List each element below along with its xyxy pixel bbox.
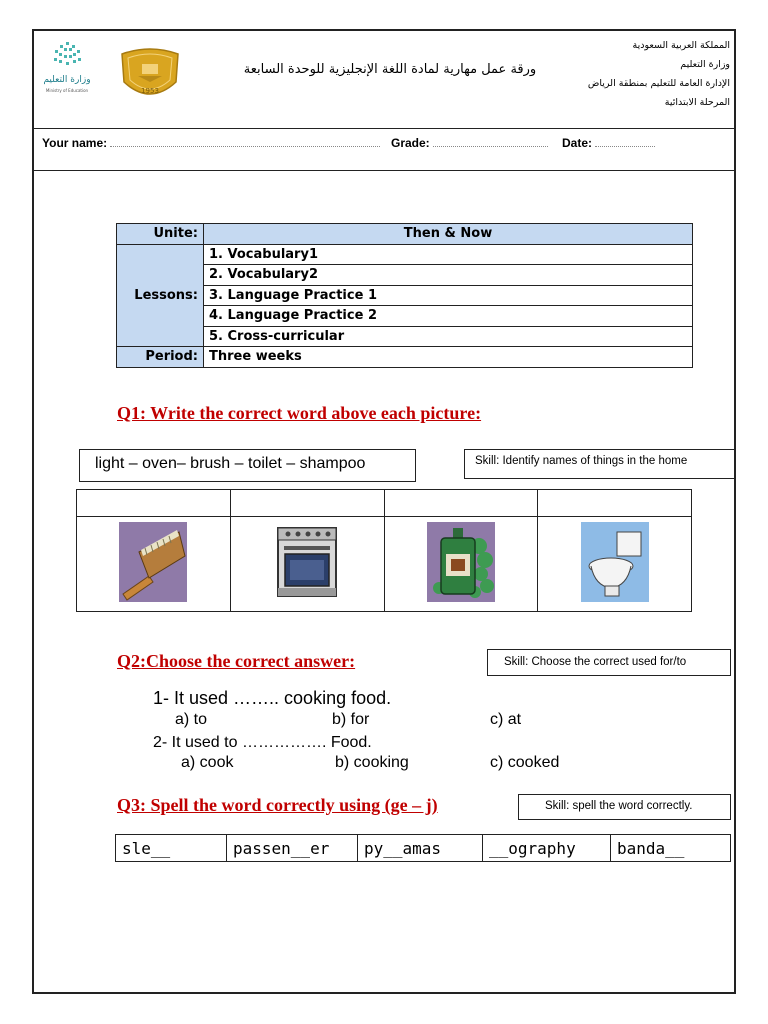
lesson-row bbox=[117, 326, 693, 347]
q1-title: Q1: Write the correct word above each picture: bbox=[117, 403, 482, 423]
oven-picture bbox=[276, 526, 338, 598]
date-label: Date: bbox=[562, 136, 593, 150]
q2-skill-box: Skill: Choose the correct used for/to bbox=[487, 649, 731, 676]
spelling-word[interactable]: sle__ bbox=[116, 835, 227, 862]
school-seal bbox=[116, 46, 184, 102]
unit-label: Unite: bbox=[117, 224, 204, 245]
name-field[interactable] bbox=[42, 136, 380, 150]
unit-info-table bbox=[116, 223, 693, 368]
picture-row bbox=[77, 517, 692, 612]
ministry-logo-arabic: وزارة التعليم bbox=[43, 75, 91, 85]
seal-year: 1953 bbox=[141, 87, 159, 95]
q2-option-2a[interactable]: a) cook bbox=[181, 754, 234, 771]
grade-label: Grade: bbox=[391, 136, 430, 150]
lesson-row bbox=[117, 285, 693, 306]
brush-picture-cell bbox=[77, 517, 231, 612]
answer-cell-2[interactable] bbox=[230, 490, 384, 517]
spelling-word[interactable]: __ography bbox=[483, 835, 611, 862]
spelling-row bbox=[116, 835, 731, 862]
unit-value: Then & Now bbox=[204, 224, 693, 245]
shampoo-picture-cell bbox=[384, 517, 538, 612]
q2-option-1b[interactable]: b) for bbox=[332, 711, 370, 728]
q2-title: Q2:Choose the correct answer: bbox=[117, 651, 356, 671]
unit-row bbox=[117, 224, 693, 245]
ministry-logo bbox=[42, 40, 92, 98]
grade-field[interactable] bbox=[391, 136, 548, 150]
name-row-divider bbox=[33, 170, 735, 171]
kingdom-name: المملكة العربية السعودية bbox=[632, 40, 730, 51]
spelling-word[interactable]: py__amas bbox=[358, 835, 483, 862]
lesson-item: 3. Language Practice 1 bbox=[204, 285, 693, 306]
lesson-item: 4. Language Practice 2 bbox=[204, 306, 693, 327]
header-divider bbox=[33, 128, 735, 129]
answer-cell-1[interactable] bbox=[77, 490, 231, 517]
lesson-item: 2. Vocabulary2 bbox=[204, 265, 693, 286]
lesson-item: 1. Vocabulary1 bbox=[204, 244, 693, 265]
q1-word-bank: light – oven– brush – toilet – shampoo bbox=[79, 449, 416, 482]
q2-question-2: 2- It used to ……………. Food. bbox=[153, 734, 372, 751]
lessons-label: Lessons: bbox=[117, 244, 204, 347]
spelling-word[interactable]: banda__ bbox=[611, 835, 731, 862]
q2-question-1: 1- It used …….. cooking food. bbox=[153, 688, 392, 708]
worksheet-title: ورقة عمل مهارية لمادة اللغة الإنجليزية للوحدة السابعة bbox=[243, 62, 537, 77]
lesson-row bbox=[117, 306, 693, 327]
lesson-row bbox=[117, 265, 693, 286]
period-label: Period: bbox=[117, 347, 204, 368]
oven-picture-cell bbox=[230, 517, 384, 612]
q3-skill-box: Skill: spell the word correctly. bbox=[518, 794, 731, 820]
lesson-row bbox=[117, 244, 693, 265]
toilet-picture bbox=[581, 522, 649, 602]
school-stage: المرحلة الابتدائية bbox=[664, 97, 730, 108]
ministry-name: وزارة التعليم bbox=[680, 59, 730, 70]
lesson-item: 5. Cross-curricular bbox=[204, 326, 693, 347]
grade-blank[interactable] bbox=[433, 138, 548, 147]
q2-option-1c[interactable]: c) at bbox=[490, 711, 522, 728]
q2-option-2c[interactable]: c) cooked bbox=[490, 754, 560, 771]
answer-cell-3[interactable] bbox=[384, 490, 538, 517]
q2-option-1a[interactable]: a) to bbox=[175, 711, 208, 728]
answer-cell-4[interactable] bbox=[538, 490, 692, 517]
q1-skill-box: Skill: Identify names of things in the home bbox=[464, 449, 735, 479]
period-row bbox=[117, 347, 693, 368]
date-blank[interactable] bbox=[595, 138, 655, 147]
period-value: Three weeks bbox=[204, 347, 693, 368]
spelling-word[interactable]: passen__er bbox=[227, 835, 358, 862]
q1-picture-table bbox=[76, 489, 692, 612]
shampoo-picture bbox=[427, 522, 495, 602]
directorate-name: الإدارة العامة للتعليم بمنطقة الرياض bbox=[587, 78, 730, 89]
answer-row bbox=[77, 490, 692, 517]
toilet-picture-cell bbox=[538, 517, 692, 612]
q2-option-2b[interactable]: b) cooking bbox=[335, 754, 409, 771]
brush-picture bbox=[119, 522, 187, 602]
q3-title: Q3: Spell the word correctly using (ge – j) bbox=[117, 795, 438, 815]
name-blank[interactable] bbox=[110, 138, 380, 147]
q3-spelling-table bbox=[115, 834, 731, 862]
date-field[interactable] bbox=[562, 136, 655, 150]
name-label: Your name: bbox=[42, 136, 108, 150]
header-institution-block bbox=[570, 36, 730, 112]
ministry-logo-english: Ministry of Education bbox=[45, 88, 89, 93]
